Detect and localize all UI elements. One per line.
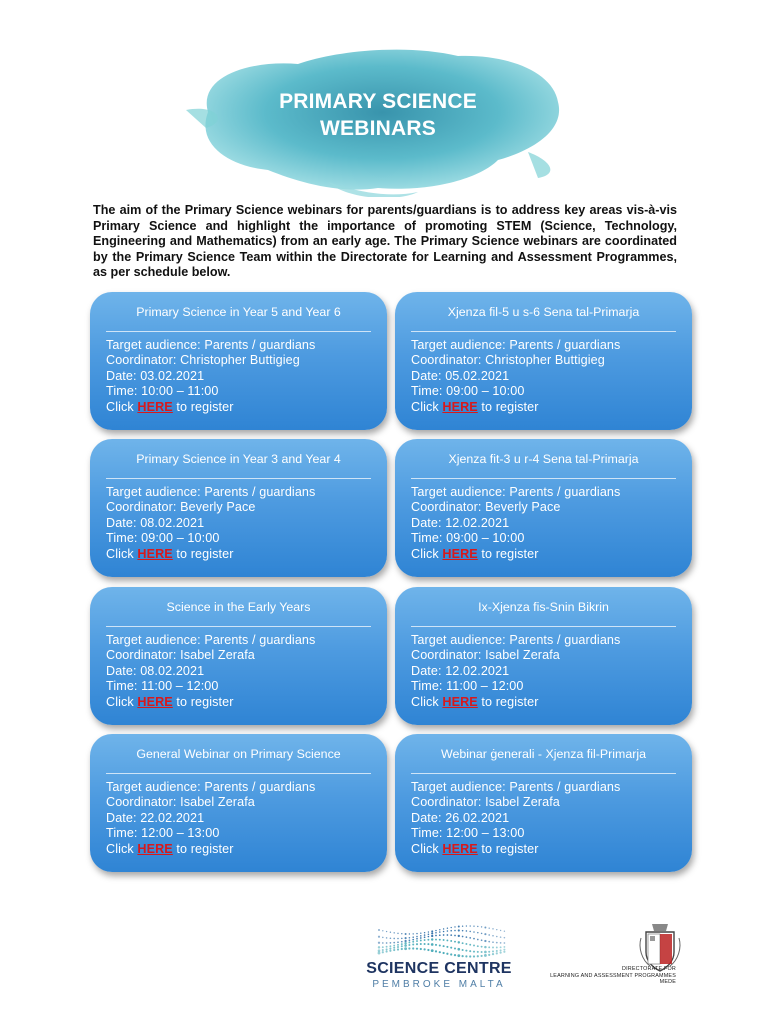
target-audience: Target audience: Parents / guardians bbox=[106, 780, 316, 794]
webinar-title: Primary Science in Year 3 and Year 4 bbox=[136, 452, 341, 466]
target-audience: Target audience: Parents / guardians bbox=[106, 633, 316, 647]
card-divider bbox=[411, 619, 676, 627]
target-audience: Target audience: Parents / guardians bbox=[106, 338, 316, 352]
register-link[interactable]: HERE bbox=[137, 546, 173, 561]
register-label: to register bbox=[481, 694, 539, 709]
webinar-card bbox=[395, 439, 692, 577]
click-label: Click bbox=[411, 694, 439, 709]
webinar-title: Xjenza fil-5 u s-6 Sena tal-Primarja bbox=[447, 305, 640, 319]
webinar-time: Time: 12:00 – 13:00 bbox=[411, 826, 525, 841]
card-divider bbox=[411, 766, 676, 774]
register-link[interactable]: HERE bbox=[442, 399, 478, 414]
webinar-card bbox=[395, 734, 692, 872]
webinar-date: Date: 12.02.2021 bbox=[411, 663, 510, 678]
webinar-date: Date: 05.02.2021 bbox=[411, 368, 510, 383]
webinar-title: Science in the Early Years bbox=[166, 600, 311, 614]
webinar-card bbox=[90, 587, 387, 725]
register-label: to register bbox=[176, 694, 234, 709]
register-line bbox=[106, 842, 371, 857]
register-label: to register bbox=[176, 546, 234, 561]
click-label: Click bbox=[106, 399, 134, 414]
webinar-time: Time: 11:00 – 12:00 bbox=[106, 679, 219, 694]
register-link[interactable]: HERE bbox=[137, 841, 173, 856]
register-label: to register bbox=[481, 546, 539, 561]
register-label: to register bbox=[481, 841, 539, 856]
register-line bbox=[106, 547, 371, 562]
webinar-card bbox=[395, 292, 692, 430]
register-link[interactable]: HERE bbox=[442, 546, 478, 561]
webinar-card bbox=[90, 734, 387, 872]
coordinator: Coordinator: Christopher Buttigieg bbox=[106, 353, 300, 368]
webinar-title: General Webinar on Primary Science bbox=[136, 747, 341, 761]
science-centre-name: SCIENCE CENTRE bbox=[366, 960, 512, 977]
click-label: Click bbox=[106, 546, 134, 561]
card-divider bbox=[106, 619, 371, 627]
register-link[interactable]: HERE bbox=[442, 841, 478, 856]
register-link[interactable]: HERE bbox=[137, 694, 173, 709]
click-label: Click bbox=[106, 694, 134, 709]
target-audience: Target audience: Parents / guardians bbox=[106, 485, 316, 499]
webinar-time: Time: 09:00 – 10:00 bbox=[411, 384, 525, 399]
webinar-card bbox=[90, 292, 387, 430]
register-link[interactable]: HERE bbox=[442, 694, 478, 709]
target-audience: Target audience: Parents / guardians bbox=[411, 633, 621, 647]
webinar-title: Webinar ġenerali - Xjenza fil-Primarja bbox=[441, 747, 646, 761]
register-line bbox=[411, 842, 676, 857]
science-centre-subtitle: PEMBROKE MALTA bbox=[372, 979, 506, 990]
webinar-title: Xjenza fit-3 u r-4 Sena tal-Primarja bbox=[448, 452, 639, 466]
coordinator: Coordinator: Isabel Zerafa bbox=[106, 795, 255, 810]
webinar-time: Time: 12:00 – 13:00 bbox=[106, 826, 220, 841]
click-label: Click bbox=[411, 546, 439, 561]
coordinator: Coordinator: Christopher Buttigieg bbox=[411, 353, 605, 368]
webinar-time: Time: 09:00 – 10:00 bbox=[106, 531, 220, 546]
webinar-date: Date: 08.02.2021 bbox=[106, 515, 205, 530]
register-link[interactable]: HERE bbox=[137, 399, 173, 414]
register-line bbox=[106, 695, 371, 710]
coordinator: Coordinator: Beverly Pace bbox=[106, 500, 256, 515]
register-label: to register bbox=[481, 399, 539, 414]
register-label: to register bbox=[176, 399, 234, 414]
click-label: Click bbox=[411, 841, 439, 856]
intro-paragraph: The aim of the Primary Science webinars for parents/guardians is to address key areas vis-à-vis Primary Science and highlight the importance of promoting STEM (Science, Technology, Engineering and Mathematics) from an early age. The Primary Science webinars are coordinated by the Primary Science Team within the Directorate for Learning and Assessment Programmes, as per schedule below. bbox=[93, 203, 677, 280]
register-label: to register bbox=[176, 841, 234, 856]
target-audience: Target audience: Parents / guardians bbox=[411, 485, 621, 499]
register-line bbox=[106, 400, 371, 415]
register-line bbox=[411, 695, 676, 710]
webinar-date: Date: 03.02.2021 bbox=[106, 368, 205, 383]
webinar-card bbox=[395, 587, 692, 725]
card-divider bbox=[106, 471, 371, 479]
target-audience: Target audience: Parents / guardians bbox=[411, 780, 621, 794]
coordinator: Coordinator: Isabel Zerafa bbox=[106, 648, 255, 663]
register-line bbox=[411, 547, 676, 562]
webinar-time: Time: 09:00 – 10:00 bbox=[411, 531, 525, 546]
card-divider bbox=[106, 324, 371, 332]
directorate-text: DIRECTORATE FOR LEARNING AND ASSESSMENT PROGRAMMES MEDE bbox=[550, 966, 676, 986]
click-label: Click bbox=[411, 399, 439, 414]
webinar-date: Date: 08.02.2021 bbox=[106, 663, 205, 678]
webinar-title: Ix-Xjenza fis-Snin Bikrin bbox=[478, 600, 609, 614]
coordinator: Coordinator: Isabel Zerafa bbox=[411, 648, 560, 663]
page-title: PRIMARY SCIENCE WEBINARS bbox=[279, 90, 477, 140]
coordinator: Coordinator: Beverly Pace bbox=[411, 500, 561, 515]
target-audience: Target audience: Parents / guardians bbox=[411, 338, 621, 352]
click-label: Click bbox=[106, 841, 134, 856]
webinar-title: Primary Science in Year 5 and Year 6 bbox=[136, 305, 341, 319]
webinar-date: Date: 22.02.2021 bbox=[106, 810, 205, 825]
webinar-date: Date: 12.02.2021 bbox=[411, 515, 510, 530]
card-divider bbox=[411, 324, 676, 332]
webinar-date: Date: 26.02.2021 bbox=[411, 810, 510, 825]
webinar-time: Time: 10:00 – 11:00 bbox=[106, 384, 219, 399]
webinar-time: Time: 11:00 – 12:00 bbox=[411, 679, 524, 694]
card-divider bbox=[106, 766, 371, 774]
webinar-card bbox=[90, 439, 387, 577]
card-divider bbox=[411, 471, 676, 479]
register-line bbox=[411, 400, 676, 415]
coordinator: Coordinator: Isabel Zerafa bbox=[411, 795, 560, 810]
